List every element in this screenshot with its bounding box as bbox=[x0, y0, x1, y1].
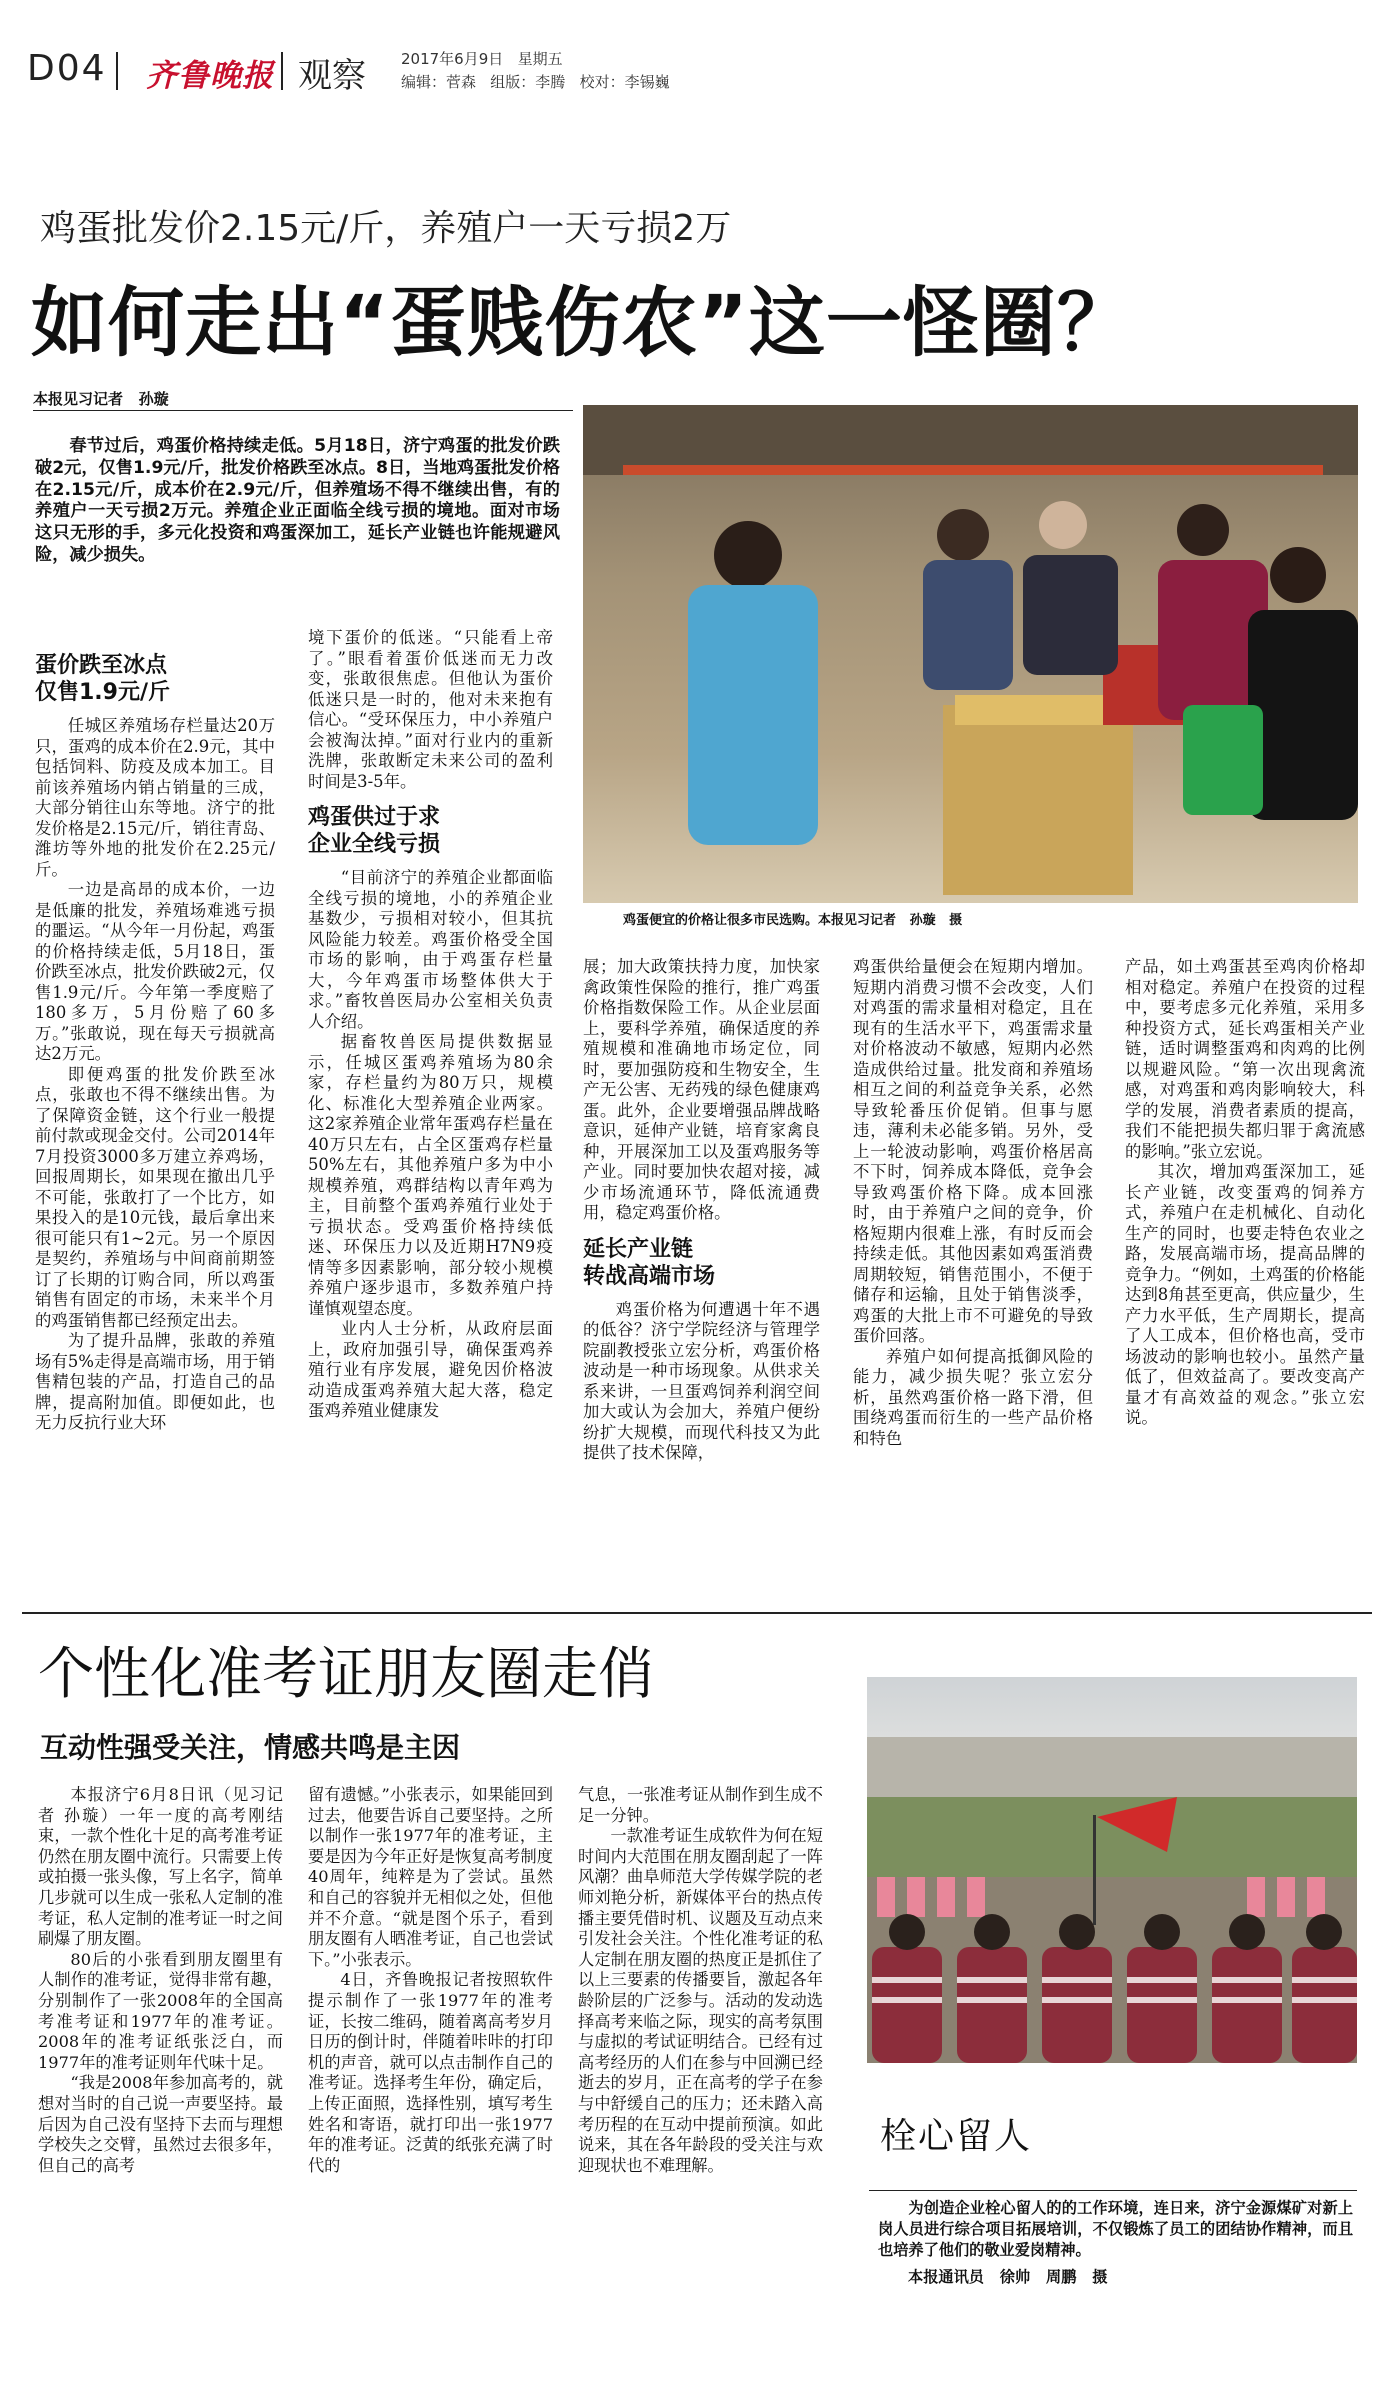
paragraph: 即便鸡蛋的批发价跌至冰点，张敢也不得不继续出售。为了保障资金链，这个行业一般提前付款或现金交付。公司2014年7月投资3000多万建立养鸡场，回报周期长，如果现在撤出几乎不可能，张敢打了一个比方，如果投入的是10元钱，最后拿出来很可能只有1~2元。另一个原因是契约，养殖场与中间商前期签订了长期的订购合同，所以鸡蛋销售有固定的市场，未来半个月的鸡蛋销售都已经预定出去。 bbox=[35, 1064, 275, 1330]
market-scene bbox=[583, 405, 1358, 903]
paragraph: 其次，增加鸡蛋深加工，延长产业链，改变蛋鸡的饲养方式，养殖户在走机械化、自动化生产的同时，也要走特色农业之路，发展高端市场，提高品牌的竞争力。“例如，土鸡蛋的价格能达到8角甚至更高，供应量少，生产力水平低，生产周期长，提高了人工成本，但价格也高，受市场波动的影响也较小。虽然产量低了，但效益高了。要改变高产量才有高效益的观念。”张立宏说。 bbox=[1125, 1162, 1365, 1427]
subheading-industry-chain: 延长产业链 转战高端市场 bbox=[583, 1236, 716, 1289]
article-byline: 本报见习记者 孙璇 bbox=[33, 390, 169, 408]
training-scene bbox=[867, 1677, 1357, 2063]
paragraph: 据畜牧兽医局提供数据显示，任城区蛋鸡养殖场为80余家，存栏量约为80万只，规模化、标准化大型养殖企业两家。这2家养殖企业常年蛋鸡存栏量在40万只左右，占全区蛋鸡存栏量50%左右，其他养殖户多为中小规模养殖，鸡群结构以青年鸡为主，目前整个蛋鸡养殖行业处于亏损状态。受鸡蛋价格持续低迷、环保压力以及近期H7N9疫情等多因素影响，部分较小规模养殖户逐步退市，多数养殖户持谨慎观望态度。 bbox=[308, 1032, 553, 1318]
section-name: 观察 bbox=[298, 56, 366, 96]
paragraph: 80后的小张看到朋友圈里有人制作的准考证，觉得非常有趣，分别制作了一张2008年的全国高考准考证和1977年的准考证。2008年的准考证纸张泛白，而1977年的准考证则年代味十足。 bbox=[38, 1949, 283, 2072]
article1-column-4 bbox=[853, 957, 1093, 1449]
masthead-divider bbox=[116, 52, 118, 90]
photo-feature-caption: 为创造企业栓心留人的的工作环境，连日来，济宁金源煤矿对新上岗人员进行综合项目拓展培训，不仅锻炼了员工的团结协作精神，而且也培养了他们的敬业爱岗精神。 bbox=[878, 2199, 1353, 2259]
paragraph: 一款准考证生成软件为何在短时间内大范围在朋友圈刮起了一阵风潮？曲阜师范大学传媒学院的老师刘艳分析，新媒体平台的热点传播主要凭借时机、议题及互动点来引发社会关注。个性化准考证的私人定制在朋友圈的热度正是抓住了以上三要素的传播要旨，激起各年龄阶层的广泛参与。活动的发动选择高考来临之际，现实的高考氛围与虚拟的考试证明结合。已经有过高考经历的人们在参与中回溯已经逝去的岁月，正在高考的学子在参与中舒缓自己的压力；还未踏入高考历程的在互动中提前预演。如此说来，其在各年龄段的受关注与欢迎现状也不难理解。 bbox=[578, 1826, 823, 2175]
article2-headline: 个性化准考证朋友圈走俏 bbox=[38, 1642, 654, 1707]
subheading-price-drop: 蛋价跌至冰点 仅售1.9元/斤 bbox=[35, 653, 171, 705]
article2-column-3 bbox=[578, 1785, 823, 2176]
byline-rule bbox=[33, 410, 573, 411]
staff-line: 编辑：菅森 组版：李腾 校对：李锡巍 bbox=[401, 73, 670, 91]
paragraph: “目前济宁的养殖企业都面临全线亏损的境地，小的养殖企业基数少，亏损相对较小，但其抗风险能力较差。鸡蛋价格受全国市场的影响，由于鸡蛋存栏量大，今年鸡蛋市场整体供大于求。”畜牧兽医局办公室相关负责人介绍。 bbox=[308, 868, 553, 1031]
paragraph: 展；加大政策扶持力度，加快家禽政策性保险的推行，推广鸡蛋价格指数保险工作。从企业层面上，要科学养殖，确保适度的养殖规模和准确地市场定位，同时，要加强防疫和生物安全，生产无公害、无药残的绿色健康鸡蛋。此外，企业要增强品牌战略意识，延伸产业链，培育家禽良种，开展深加工以及蛋鸡服务等产业。同时要加快农超对接，减少市场流通环节，降低流通费用，稳定鸡蛋价格。 bbox=[583, 957, 820, 1222]
photo-feature-title: 栓心留人 bbox=[880, 2116, 1033, 2157]
article-kicker: 鸡蛋批发价2.15元/斤，养殖户一天亏损2万 bbox=[40, 208, 732, 249]
paragraph: 产品，如土鸡蛋甚至鸡肉价格却相对稳定。养殖户在投资的过程中，要考虑多元化养殖，采用多种投资方式，延长鸡蛋相关产业链，适时调整蛋鸡和肉鸡的比例以规避风险。“第一次出现禽流感，对鸡蛋和鸡肉影响较大，科学的发展，消费者素质的提高，我们不能把损失都归罪于禽流感的影响。”张立宏说。 bbox=[1125, 957, 1365, 1161]
paragraph: 留有遗憾。”小张表示，如果能回到过去，他要告诉自己要坚持。之所以制作一张1977年的准考证，主要是因为今年正好是恢复高考制度40周年，纯粹是为了尝试。虽然和自己的容貌并无相似之处，但他并不介意。“就是图个乐子，看到朋友圈有人晒准考证，自己也尝试下。”小张表示。 bbox=[308, 1785, 553, 1969]
newspaper-logo: 齐鲁晚报 bbox=[146, 58, 274, 94]
market-photo-caption: 鸡蛋便宜的价格让很多市民选购。本报见习记者 孙璇 摄 bbox=[623, 913, 963, 928]
article1-column-5 bbox=[1125, 957, 1365, 1429]
paragraph: 4日，齐鲁晚报记者按照软件提示制作了一张1977年的准考证，长按二维码，随着离高考岁月日历的倒计时，伴随着咔咔的打印机的声音，就可以点击制作自己的准考证。选择考生年份，确定后，上传正面照，选择性别，填写考生姓名和寄语，就打印出一张1977年的准考证。泛黄的纸张充满了时代的 bbox=[308, 1970, 553, 2175]
paragraph: 业内人士分析，从政府层面上，政府加强引导，确保蛋鸡养殖行业有序发展，避免因价格波动造成蛋鸡养殖大起大落，稳定蛋鸡养殖业健康发 bbox=[308, 1319, 553, 1420]
article2-column-1 bbox=[38, 1785, 283, 2176]
article2-column-2 bbox=[308, 1785, 553, 2176]
subheading-oversupply: 鸡蛋供过于求 企业全线亏损 bbox=[308, 805, 441, 857]
paragraph: 鸡蛋价格为何遭遇十年不遇的低谷？济宁学院经济与管理学院副教授张立宏分析，鸡蛋价格波动是一种市场现象。从供求关系来讲，一旦蛋鸡饲养利润空间加大或认为会加大，养殖户便纷纷扩大规模，而现代科技又为此提供了技术保障， bbox=[583, 1299, 820, 1462]
paragraph: 本报济宁6月8日讯（见习记者 孙璇）一年一度的高考刚结束，一款个性化十足的高考准考证仍然在朋友圈中流行。只需要上传或拍摄一张头像，写上名字，简单几步就可以生成一张私人定制的准考证，私人定制的准考证一时之间刷爆了朋友圈。 bbox=[38, 1785, 283, 1949]
date-line: 2017年6月9日 星期五 bbox=[401, 50, 563, 68]
article-headline: 如何走出“蛋贱伤农”这一怪圈？ bbox=[31, 278, 1134, 367]
paragraph: 一边是高昂的成本价，一边是低廉的批发，养殖场难逃亏损的噩运。“从今年一月份起，鸡蛋的价格持续走低，5月18日，蛋价跌至冰点，批发价跌破2元，仅售1.9元/斤。今年第一季度赔了180多万，5月份赔了60多万。”张敢说，现在每天亏损就高达2万元。 bbox=[35, 880, 275, 1063]
paragraph: 境下蛋价的低迷。“只能看上帝了。”眼看着蛋价低迷而无力改变，张敢很焦虑。但他认为蛋价低迷只是一时的，他对未来抱有信心。“受环保压力，中小养殖户会被淘汰掉。”面对行业内的重新洗牌，张敢断定未来公司的盈利时间是3-5年。 bbox=[308, 628, 553, 791]
article1-column-3 bbox=[583, 957, 820, 1464]
article-lead: 春节过后，鸡蛋价格持续走低。5月18日，济宁鸡蛋的批发价跌破2元，仅售1.9元/斤，批发价格跌至冰点。8日，当地鸡蛋批发价格在2.15元/斤，成本价在2.9元/斤，但养殖场不得不继续出售，有的养殖户一天亏损2万元。养殖企业正面临全线亏损的境地。面对市场这只无形的手，多元化投资和鸡蛋深加工，延长产业链也许能规避风险，减少损失。 bbox=[35, 436, 560, 565]
photo-feature-rule bbox=[869, 2190, 1357, 2191]
section-divider bbox=[22, 1612, 1372, 1614]
paragraph: 鸡蛋供给量便会在短期内增加。短期内消费习惯不会改变，人们对鸡蛋的需求量相对稳定，且在现有的生活水平下，鸡蛋需求量对价格波动不敏感，短期内必然造成供给过量。批发商和养殖场相互之间的利益竞争关系，必然导致轮番压价促销。但事与愿违，薄利未必能多销。另外，受上一轮波动影响，鸡蛋价格居高不下时，饲养成本降低，竞争会导致鸡蛋价格下降。成本回涨时，由于养殖户之间的竞争，价格短期内很难上涨，有时反而会持续走低。其他因素如鸡蛋消费周期较短，销售范围小，不便于储存和运输，且处于销售淡季，鸡蛋的大批上市不可避免的导致蛋价回落。 bbox=[853, 957, 1093, 1345]
paragraph: 气息，一张准考证从制作到生成不足一分钟。 bbox=[578, 1785, 823, 1825]
page-number: D04 bbox=[27, 48, 107, 89]
training-photo bbox=[867, 1677, 1357, 2063]
masthead-divider-2 bbox=[281, 52, 283, 90]
paragraph: 为了提升品牌，张敢的养殖场有5%走得是高端市场，用于销售精包装的产品，打造自己的品牌，提高附加值。即便如此，也无力反抗行业大环 bbox=[35, 1331, 275, 1432]
market-photo bbox=[583, 405, 1358, 903]
paragraph: “我是2008年参加高考的，就想对当时的自己说一声要坚持。最后因为自己没有坚持下去而与理想学校失之交臂，虽然过去很多年，但自己的高考 bbox=[38, 2073, 283, 2175]
paragraph: 养殖户如何提高抵御风险的能力，减少损失呢？张立宏分析，虽然鸡蛋价格一路下滑，但围绕鸡蛋而衍生的一些产品价格和特色 bbox=[853, 1346, 1093, 1448]
article2-subhead: 互动性强受关注，情感共鸣是主因 bbox=[40, 1731, 461, 1764]
photo-feature-credit: 本报通讯员 徐帅 周鹏 摄 bbox=[908, 2268, 1108, 2286]
paragraph: 任城区养殖场存栏量达20万只，蛋鸡的成本价在2.9元，其中包括饲料、防疫及成本加工。目前该养殖场内销占销量的三成，大部分销往山东等地。济宁的批发价格是2.15元/斤，销往青岛、潍坊等外地的批发价在2.25元/斤。 bbox=[35, 716, 275, 879]
article1-column-1 bbox=[35, 640, 275, 1434]
article1-column-2 bbox=[308, 628, 553, 1422]
